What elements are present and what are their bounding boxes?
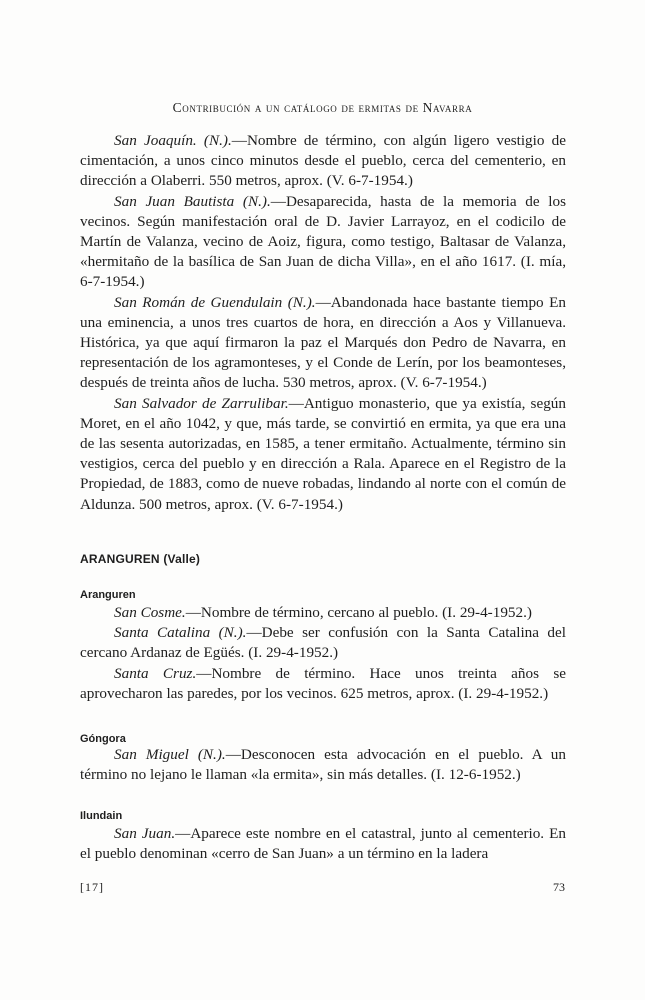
entry-san-miguel [80, 745, 566, 785]
entry-text: —Abandonada hace bastante tiempo En una eminencia, a unos tres cuartos de hora, en dirección a Aos y Villanueva. Histórica, ya que aquí firmaron la paz el Marqués don Pedro de Navarra, en representación de los agramonteses, y el Conde de Lerín, por los beamonteses, después de treinta años de lucha. 530 metros, aprox. (V. 6-7-1954.) [80, 293, 566, 392]
entry-title: San Joaquín. (N.). [114, 132, 232, 149]
entry-san-juan [80, 824, 566, 864]
entry-san-roman [80, 293, 566, 394]
subsection-title-gongora: Góngora [80, 733, 126, 745]
footer-page-ref: [17] [80, 880, 104, 894]
entry-san-joaquin [80, 131, 566, 192]
subsection-title-aranguren: Aranguren [80, 589, 136, 601]
entry-text: —Aparece este nombre en el catastral, junto al cementerio. En el pueblo denominan «cerro de San Juan» a un término en la ladera [80, 825, 566, 863]
entry-text: —Desconocen esta advocación en el pueblo. A un término no lejano le llaman «la ermita», sin más detalles. (I. 12-6-1952.) [80, 746, 566, 784]
section-title: ARANGUREN (Valle) [80, 552, 201, 566]
entry-title: Santa Catalina (N.). [114, 624, 247, 642]
entry-title: San Juan. [114, 825, 176, 842]
entry-text: —Debe ser confusión con la Santa Catalina del cercano Ardanaz de Egüés. (I. 29-4-1952.) [80, 624, 566, 662]
entry-san-juan-bautista [80, 192, 566, 293]
subsection-title-ilundain: Ilundain [80, 810, 123, 822]
subsection-gongora [80, 745, 566, 785]
entry-text: —Nombre de término, cercano al pueblo. (I. 29-4-1952.) [185, 604, 532, 621]
entry-text: —Nombre de término, con algún ligero vestigio de cimentación, a unos cinco minutos desde el pueblo, cerca del cementerio, en dirección a Olaberri. 550 metros, aprox. (V. 6-7-1954.) [80, 132, 566, 190]
subsection-ilundain [80, 824, 566, 864]
entry-text: —Desaparecida, hasta de la memoria de los vecinos. Según manifestación oral de D. Javier Larrayoz, en el codicilo de Martín de Valanza, vecino de Aoiz, figura, como testigo, Baltasar de Valanza, «hermitaño de la basílica de San Juan de dicha Villa», en el año 1617. (I. mía, 6-7-1954.) [80, 192, 566, 291]
subsection-aranguren [80, 603, 566, 704]
entry-text: —Antiguo monasterio, que ya existía, según Moret, en el año 1042, y que, más tarde, se convirtió en ermita, ya que era una de las sesenta autorizadas, en 1585, a tener ermitaño. Actualmente, término sin vestigios, cerca del pueblo y en dirección a Rala. Aparece en el Registro de la Propiedad, de 1883, como de nueve robadas, lindando al norte con el común de Aldunza. 500 metros, aprox. (V. 6-7-1954.) [80, 394, 566, 513]
entry-title: San Juan Bautista (N.). [114, 192, 271, 210]
entry-text: —Nombre de término. Hace unos treinta años se aprovecharon las paredes, por los vecinos. 625 metros, aprox. (I. 29-4-1952.) [80, 664, 566, 702]
entries-top-block [80, 131, 566, 515]
entry-title: Santa Cruz. [114, 664, 197, 682]
entry-title: San Salvador de Zarrulibar. [114, 394, 289, 412]
entry-santa-catalina [80, 623, 566, 663]
entry-san-cosme [80, 603, 566, 623]
running-head: Contribución a un catálogo de ermitas de Navarra [172, 100, 473, 115]
entry-santa-cruz [80, 664, 566, 704]
entry-title: San Cosme. [114, 604, 186, 621]
entry-san-salvador [80, 394, 566, 515]
entry-title: San Román de Guendulain (N.). [114, 293, 316, 311]
page-number: 73 [553, 880, 565, 894]
entry-title: San Miguel (N.). [114, 746, 226, 763]
